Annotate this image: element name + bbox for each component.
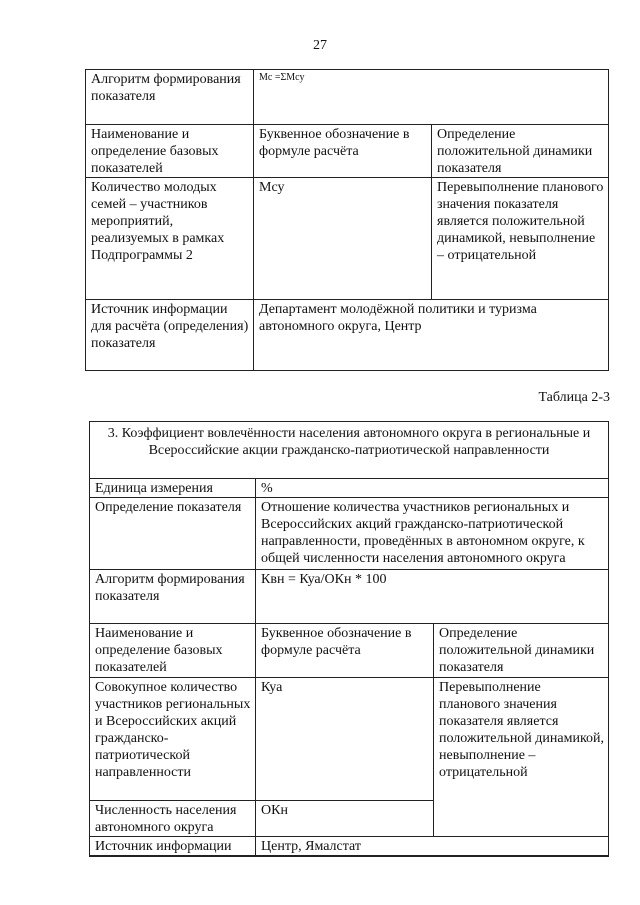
source-value: Департамент молодёжной политики и туризма автономного округа, Центр (254, 300, 609, 371)
indicator-name: Количество молодых семей – участников мероприятий, реализуемых в рамках Подпрограммы 2 (86, 178, 254, 300)
source-value: Центр, Ямалстат (256, 837, 609, 857)
definition-value: Отношение количества участников региональных и Всероссийских акций гражданско-патриотической направленности, проведённых в автономном округе, к общей численности населения автономного округа (256, 498, 609, 570)
header-dynamics: Определение положительной динамики показателя (432, 125, 609, 178)
header-symbol: Буквенное обозначение в формуле расчёта (254, 125, 432, 178)
source-label: Источник информации для расчёта (определения) показателя (86, 300, 254, 371)
header-name: Наименование и определение базовых показателей (86, 125, 254, 178)
algorithm-label: Алгоритм формирования показателя (90, 570, 256, 624)
header-name: Наименование и определение базовых показателей (90, 624, 256, 678)
population-symbol: ОКн (256, 801, 434, 837)
indicator-table-2 (89, 421, 609, 857)
algorithm-formula: Мс =ΣМсу (254, 70, 609, 125)
unit-value: % (256, 479, 609, 498)
table-title: 3. Коэффициент вовлечённости населения автономного округа в региональные и Всероссийские акции гражданско-патриотической направленности (90, 422, 609, 479)
page-number: 27 (313, 38, 327, 53)
algorithm-label: Алгоритм формирования показателя (86, 70, 254, 125)
indicator-table-1 (85, 69, 609, 371)
indicator-dynamics: Перевыполнение планового значения показателя является положительной динамикой, невыполнение – отрицательной (434, 678, 609, 837)
unit-label: Единица измерения (90, 479, 256, 498)
indicator-name: Совокупное количество участников региональных и Всероссийских акций гражданско-патриотической направленности (90, 678, 256, 801)
header-symbol: Буквенное обозначение в формуле расчёта (256, 624, 434, 678)
table-caption: Таблица 2-3 (538, 390, 610, 405)
population-name: Численность населения автономного округа (90, 801, 256, 837)
indicator-symbol: Куа (256, 678, 434, 801)
source-label: Источник информации (90, 837, 256, 857)
indicator-dynamics: Перевыполнение планового значения показателя является положительной динамикой, невыполнение – отрицательной (432, 178, 609, 300)
algorithm-formula: Квн = Куа/ОКн * 100 (256, 570, 609, 624)
header-dynamics: Определение положительной динамики показателя (434, 624, 609, 678)
definition-label: Определение показателя (90, 498, 256, 570)
indicator-symbol: Мсу (254, 178, 432, 300)
